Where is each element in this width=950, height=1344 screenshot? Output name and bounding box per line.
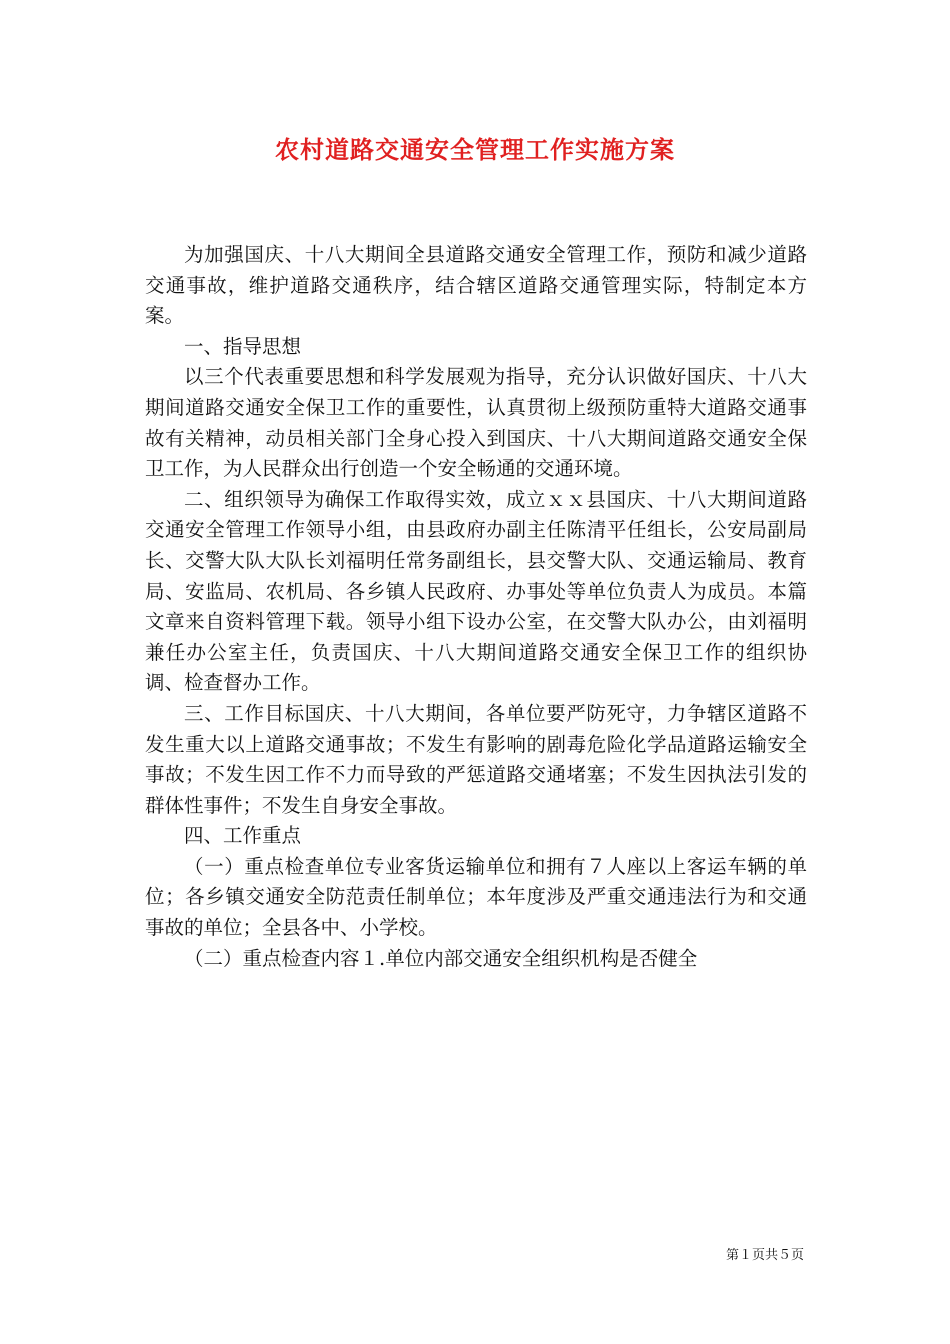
paragraph-focus-units: （一）重点检查单位专业客货运输单位和拥有７人座以上客运车辆的单位；各乡镇交通安全防范责任制单位；本年度涉及严重交通违法行为和交通事故的单位；全县各中、小学校。 <box>145 854 807 940</box>
document-title: 农村道路交通安全管理工作实施方案 <box>275 135 675 164</box>
page-number: 第１页共５页 <box>725 1248 804 1263</box>
paragraph-organization: 二、组织领导为确保工作取得实效，成立ｘｘ县国庆、十八大期间道路交通安全管理工作领导小组，由县政府办副主任陈清平任组长，公安局副局长、交警大队大队长刘福明任常务副组长，县交警大队、交通运输局、教育局、安监局、农机局、各乡镇人民政府、办事处等单位负责人为成员。本篇文章来自资料管理下载。领导小组下设办公室，在交警大队办公，由刘福明兼任办公室主任，负责国庆、十八大期间道路交通安全保卫工作的组织协调、检查督办工作。 <box>145 487 807 695</box>
paragraph-guiding-ideology: 以三个代表重要思想和科学发展观为指导，充分认识做好国庆、十八大期间道路交通安全保卫工作的重要性，认真贯彻上级预防重特大道路交通事故有关精神，动员相关部门全身心投入到国庆、十八大期间道路交通安全保卫工作，为人民群众出行创造一个安全畅通的交通环境。 <box>145 365 807 481</box>
paragraph-work-goals: 三、工作目标国庆、十八大期间，各单位要严防死守，力争辖区道路不发生重大以上道路交通事故；不发生有影响的剧毒危险化学品道路运输安全事故；不发生因工作不力而导致的严惩道路交通堵塞；不发生因执法引发的群体性事件；不发生自身安全事故。 <box>145 701 807 817</box>
paragraph-intro: 为加强国庆、十八大期间全县道路交通安全管理工作，预防和减少道路交通事故，维护道路交通秩序，结合辖区道路交通管理实际，特制定本方案。 <box>145 243 807 328</box>
document-body <box>145 240 807 974</box>
paragraph-focus-content: （二）重点检查内容１.单位内部交通安全组织机构是否健全 <box>184 946 698 970</box>
heading-work-focus: 四、工作重点 <box>184 824 302 848</box>
heading-guiding-ideology: 一、指导思想 <box>184 334 302 358</box>
